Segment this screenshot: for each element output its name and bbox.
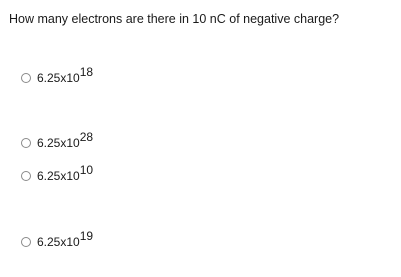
question-text: How many electrons are there in 10 nC of negative charge? xyxy=(9,12,340,26)
answer-option-2[interactable] xyxy=(21,130,94,153)
radio-button[interactable] xyxy=(21,237,31,247)
option-base: 6.25x10 xyxy=(37,136,80,150)
option-label[interactable] xyxy=(37,130,94,150)
option-exponent: 28 xyxy=(79,130,94,144)
radio-button[interactable] xyxy=(21,73,31,83)
radio-button[interactable] xyxy=(21,138,31,148)
radio-button[interactable] xyxy=(21,171,31,181)
option-label[interactable] xyxy=(37,229,94,249)
option-exponent: 10 xyxy=(79,163,94,177)
answer-option-3[interactable] xyxy=(21,163,94,186)
answer-option-1[interactable] xyxy=(21,65,94,88)
option-base: 6.25x10 xyxy=(37,235,80,249)
option-base: 6.25x10 xyxy=(37,71,80,85)
option-exponent: 19 xyxy=(79,229,94,243)
option-base: 6.25x10 xyxy=(37,169,80,183)
option-exponent: 18 xyxy=(79,65,94,79)
option-label[interactable] xyxy=(37,65,94,85)
option-label[interactable] xyxy=(37,163,94,183)
answer-option-4[interactable] xyxy=(21,229,94,252)
